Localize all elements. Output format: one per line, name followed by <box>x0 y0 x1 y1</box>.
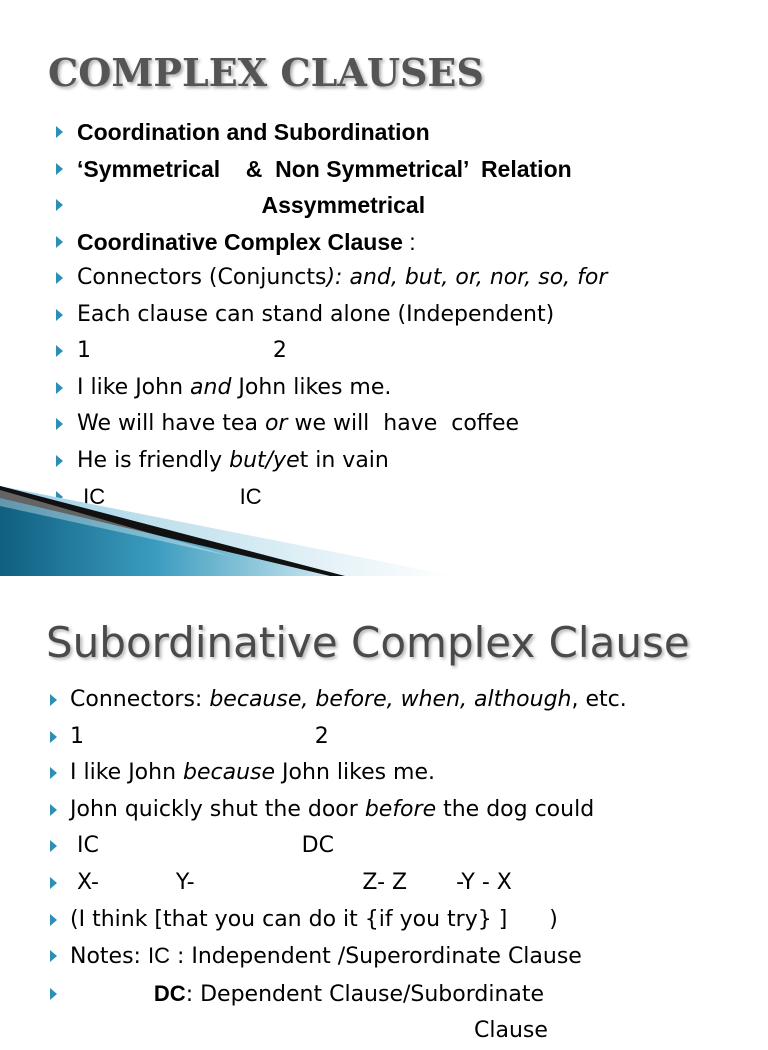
bullet-item: We will have tea or we will have coffee <box>56 406 607 443</box>
bullet-item: DC: Dependent Clause/Subordinate <box>50 976 627 1014</box>
bullet-arrow-icon <box>50 694 57 706</box>
slide-1-title: COMPLEX CLAUSES <box>48 50 484 95</box>
bullet-item: I like John and John likes me. <box>56 370 607 407</box>
bullet-arrow-icon <box>56 199 63 211</box>
decorative-swoosh <box>0 476 768 576</box>
bullet-arrow-icon <box>56 272 63 284</box>
bullet-arrow-icon <box>56 382 63 394</box>
bullet-arrow-icon <box>50 767 57 779</box>
bullet-item: Coordination and Subordination <box>56 114 607 151</box>
bullet-item: Notes: IC : Independent /Superordinate Clause <box>50 938 627 976</box>
bullet-item: John quickly shut the door before the dog could <box>50 792 627 829</box>
bullet-item: IC IC <box>56 479 607 516</box>
bullet-arrow-icon <box>56 345 63 357</box>
bullet-item: ‘Symmetrical & Non Symmetrical’ Relation <box>56 151 607 188</box>
slide-2-title: Subordinative Complex Clause <box>46 618 690 667</box>
bullet-item: IC DC <box>50 828 627 865</box>
bullet-item: (I think [that you can do it {if you try} ] ) <box>50 902 627 939</box>
bullet-arrow-icon <box>56 309 63 321</box>
bullet-arrow-icon <box>50 988 57 1000</box>
bullet-arrow-icon <box>50 877 57 889</box>
bullet-item: 1 2 <box>56 333 607 370</box>
bullet-item: Coordinative Complex Clause : <box>56 224 607 261</box>
bullet-arrow-icon <box>50 804 57 816</box>
bullet-arrow-icon <box>56 418 63 430</box>
bullet-item: Assymmetrical <box>56 187 607 224</box>
bullet-item: 1 2 <box>50 719 627 756</box>
slide-2-bullet-list <box>50 682 627 1050</box>
bullet-item: Connectors: because, before, when, although, etc. <box>50 682 627 719</box>
bullet-arrow-icon <box>56 126 63 138</box>
bullet-item: X- Y- Z- Z -Y - X <box>50 865 627 902</box>
slide-separator <box>0 576 768 584</box>
bullet-arrow-icon <box>50 840 57 852</box>
bullet-item: Connectors (Conjuncts): and, but, or, nor, so, for <box>56 260 607 297</box>
slide-1-bullet-list <box>56 114 607 516</box>
bullet-arrow-icon <box>50 950 57 962</box>
bullet-arrow-icon <box>56 236 63 248</box>
bullet-item: He is friendly but/yet in vain <box>56 443 607 480</box>
bullet-arrow-icon <box>56 163 63 175</box>
bullet-item-continuation: Clause <box>474 1018 548 1044</box>
bullet-item: I like John because John likes me. <box>50 755 627 792</box>
bullet-item: Each clause can stand alone (Independent) <box>56 297 607 334</box>
bullet-arrow-icon <box>56 455 63 467</box>
bullet-arrow-icon <box>50 914 57 926</box>
bullet-arrow-icon <box>50 731 57 743</box>
